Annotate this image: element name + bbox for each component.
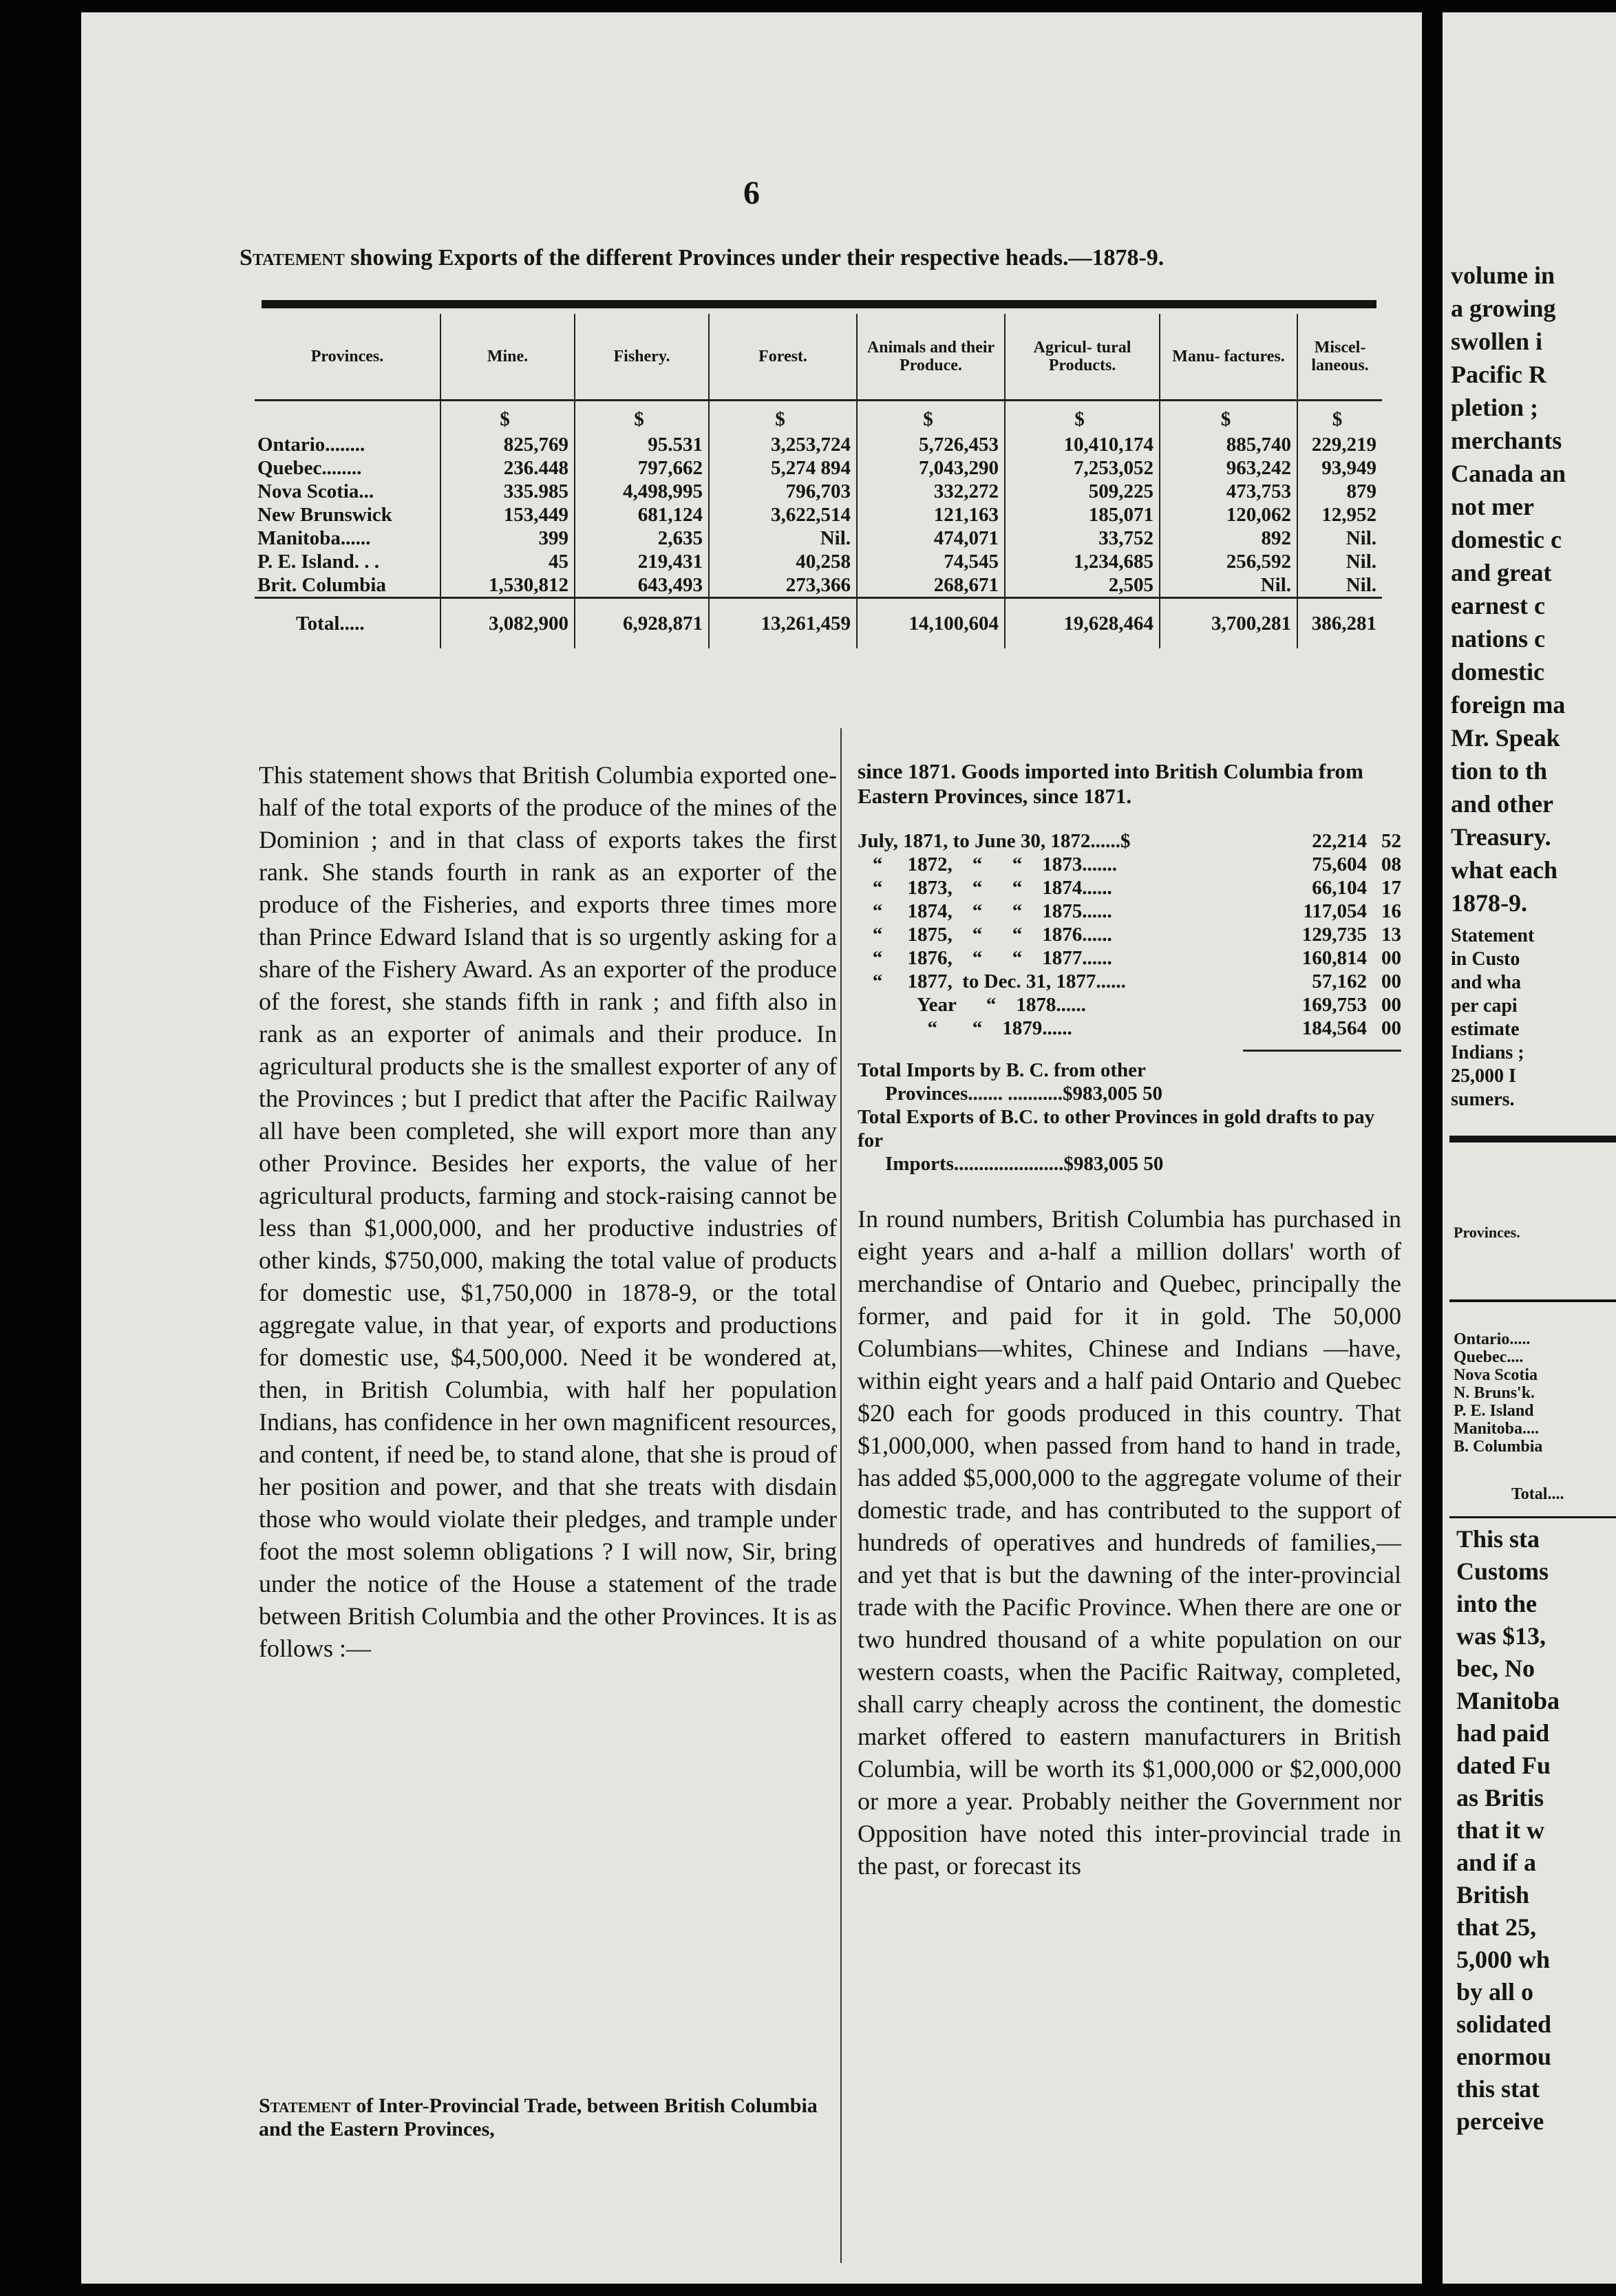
adjacent-line: 1878-9.	[1451, 889, 1527, 917]
table-cell: 885,740	[1160, 433, 1297, 456]
adjacent-line: had paid	[1456, 1719, 1550, 1747]
adjacent-line: tion to th	[1451, 757, 1548, 785]
trade-amount: 22,214	[1312, 830, 1367, 852]
adjacent-line: bec, No	[1456, 1655, 1535, 1682]
adjacent-line: British	[1456, 1881, 1530, 1909]
table-cell: 879	[1297, 480, 1382, 503]
trade-period: “ 1876, “ “ 1877......	[858, 947, 1112, 969]
adjacent-line: and other	[1451, 790, 1554, 818]
table-cell: New Brunswick	[257, 504, 392, 526]
table-cell: 229,219	[1297, 433, 1382, 456]
adjacent-page	[1443, 12, 1616, 2284]
table-cell: 332,272	[857, 480, 1005, 503]
adjacent-statement-line: 25,000 I	[1451, 1065, 1516, 1087]
trade-period: “ 1875, “ “ 1876......	[858, 924, 1112, 946]
table-cell: Nil.	[1297, 573, 1382, 598]
adjacent-line: nations c	[1451, 625, 1546, 652]
total-cell: 14,100,604	[857, 598, 1005, 649]
total-cell: 3,700,281	[1160, 598, 1297, 649]
table-cell: Nil.	[1297, 527, 1382, 550]
page-sheet	[81, 12, 1422, 2284]
currency-row	[255, 401, 1382, 434]
table-cell: Nova Scotia...	[257, 480, 374, 502]
column-header: Fishery.	[575, 314, 709, 401]
adjacent-line: as Britis	[1456, 1784, 1544, 1811]
column-header: Manu- factures.	[1160, 314, 1297, 401]
table-row	[255, 433, 1382, 456]
adjacent-line: a growing	[1451, 295, 1556, 322]
column-header: Forest.	[709, 314, 857, 401]
table-cell: 1,234,685	[1005, 550, 1160, 573]
exports-table	[255, 314, 1382, 648]
adjacent-line: Treasury.	[1451, 823, 1551, 851]
total-cell: 3,082,900	[440, 598, 575, 649]
adjacent-statement-line: Statement	[1451, 925, 1535, 946]
adjacent-line: earnest c	[1451, 592, 1545, 619]
currency-cell: $	[1297, 401, 1382, 434]
adjacent-line: 5,000 wh	[1456, 1946, 1551, 1973]
table-cell: 153,449	[440, 503, 575, 527]
adjacent-line: domestic	[1451, 658, 1544, 685]
table-cell: 40,258	[709, 550, 857, 573]
adjacent-line: perceive	[1456, 2107, 1544, 2135]
trade-cents: 52	[1381, 830, 1401, 852]
trade-amount: 129,735	[1301, 924, 1367, 946]
adjacent-province: Manitoba....	[1454, 1420, 1540, 1438]
adjacent-statement-line: estimate	[1451, 1019, 1520, 1040]
table-cell: Ontario........	[257, 434, 365, 456]
adjacent-line: and if a	[1456, 1849, 1537, 1876]
adjacent-province: Nova Scotia	[1454, 1366, 1538, 1384]
column-header: Animals and their Produce.	[857, 314, 1005, 401]
adjacent-header-rule	[1449, 1299, 1616, 1302]
total-cell: 19,628,464	[1005, 598, 1160, 649]
table-cell: 273,366	[709, 573, 857, 598]
right-column	[858, 759, 1401, 1882]
table-cell: Manitoba......	[257, 527, 371, 549]
table-cell: 12,952	[1297, 503, 1382, 527]
adjacent-line: dated Fu	[1456, 1752, 1551, 1779]
adjacent-table-rule	[1449, 1136, 1616, 1142]
page-number: 6	[743, 175, 760, 211]
currency-cell: $	[857, 401, 1005, 434]
table-cell: 892	[1160, 527, 1297, 550]
table-cell: 681,124	[575, 503, 709, 527]
trade-amount: 75,604	[1312, 853, 1367, 875]
right-paragraph: In round numbers, British Columbia has purchased in eight years and a-half a million dollars' worth of merchandise of Ontario and Quebec, principally the former, and paid for it in gold. The 50,000 Columbians—whites, Chinese and Indians —have, within eight years and a half paid Ontario and Quebec $20 each for goods produced in this country. That $1,000,000, when passed from hand to hand in trade, has added $5,000,000 to the aggregate volume of their domestic trade, and has contributed to the support of hundreds of operatives and hundreds of families,—and yet that is but the dawning of the inter-provincial trade with the Pacific Province. When there are one or two hundred thousand of a white population on our western coasts, when the Pacific Raitway, completed, shall carry cheaply across the continent, the domestic market offered to eastern manufacturers in British Columbia, will be worth its $1,000,000 or $2,000,000 or more a year. Probably neither the Government nor Opposition have noted this inter-provincial trade in the past, or forecast its	[858, 1205, 1401, 1880]
total-row	[255, 598, 1382, 649]
table-cell: Quebec........	[257, 457, 362, 479]
currency-cell: $	[1160, 401, 1297, 434]
adjacent-province: B. Columbia	[1454, 1438, 1543, 1456]
table-cell: 45	[440, 550, 575, 573]
adjacent-line: what each	[1451, 856, 1557, 884]
adjacent-statement-line: and wha	[1451, 972, 1521, 993]
table-cell: 7,043,290	[857, 456, 1005, 480]
adjacent-line: this stat	[1456, 2075, 1540, 2103]
adjacent-line: by all o	[1456, 1978, 1534, 2006]
table-cell: 185,071	[1005, 503, 1160, 527]
currency-cell: $	[440, 401, 575, 434]
column-header: Mine.	[440, 314, 575, 401]
adjacent-statement-line: Indians ;	[1451, 1042, 1524, 1063]
table-cell: Nil.	[1160, 573, 1297, 598]
trade-statement-caption	[259, 2094, 837, 2141]
adjacent-statement-line: sumers.	[1451, 1089, 1515, 1110]
trade-period: “ 1872, “ “ 1873.......	[858, 853, 1117, 875]
trade-row	[858, 853, 1401, 876]
column-divider	[840, 728, 842, 2263]
adjacent-line: Mr. Speak	[1451, 724, 1560, 752]
adjacent-statement	[1451, 924, 1616, 1112]
table-cell: 121,163	[857, 503, 1005, 527]
adjacent-province: P. E. Island	[1454, 1402, 1534, 1420]
adjacent-line: Customs	[1456, 1558, 1549, 1585]
total-exports-value: Imports......................$983,005 50	[885, 1153, 1164, 1175]
table-cell: 236.448	[440, 456, 575, 480]
table-cell: 3,253,724	[709, 433, 857, 456]
table-cell: Nil.	[1297, 550, 1382, 573]
table-row	[255, 527, 1382, 550]
trade-period: “ 1873, “ “ 1874......	[858, 877, 1112, 899]
trade-amount: 169,753	[1301, 994, 1367, 1016]
trade-row	[858, 970, 1401, 993]
table-cell: P. E. Island. . .	[257, 551, 380, 573]
table-cell: 1,530,812	[440, 573, 575, 598]
table-cell: 2,505	[1005, 573, 1160, 598]
column-header: Miscel- laneous.	[1297, 314, 1382, 401]
trade-statement-rest: of Inter-Provincial Trade, between British Columbia and the Eastern Provinces,	[259, 2094, 818, 2140]
trade-cents: 16	[1381, 900, 1401, 922]
total-exports-label: Total Exports of B.C. to other Provinces in gold drafts to pay for	[858, 1106, 1375, 1151]
total-cell: 386,281	[1297, 598, 1382, 649]
trade-cents: 08	[1381, 853, 1401, 875]
table-row	[255, 573, 1382, 598]
adjacent-total-label: Total....	[1511, 1485, 1564, 1503]
trade-period: Year “ 1878......	[858, 994, 1086, 1016]
adjacent-line: solidated	[1456, 2010, 1552, 2038]
adjacent-line: merchants	[1451, 427, 1562, 454]
currency-cell: $	[709, 401, 857, 434]
trade-statement-lead: Statement	[259, 2094, 351, 2117]
trade-period: July, 1871, to June 30, 1872......$	[858, 830, 1131, 852]
table-cell: 796,703	[709, 480, 857, 503]
total-cell: Total.....	[255, 598, 440, 649]
trade-amount: 57,162	[1312, 970, 1367, 992]
trade-amount: 184,564	[1301, 1017, 1367, 1039]
table-cell: 473,753	[1160, 480, 1297, 503]
adjacent-line: This sta	[1456, 1525, 1540, 1553]
adjacent-province: Quebec....	[1454, 1348, 1524, 1366]
total-cell: 13,261,459	[709, 598, 857, 649]
currency-cell: $	[575, 401, 709, 434]
trade-row	[858, 993, 1401, 1017]
adjacent-line: Canada an	[1451, 460, 1566, 487]
table-cell: 509,225	[1005, 480, 1160, 503]
table-cell: 219,431	[575, 550, 709, 573]
table-row	[255, 456, 1382, 480]
table-cell: 963,242	[1160, 456, 1297, 480]
currency-cell	[255, 401, 440, 434]
table-cell: 825,769	[440, 433, 575, 456]
table-top-rule	[262, 300, 1376, 308]
adjacent-province: Ontario.....	[1454, 1330, 1531, 1348]
trade-row	[858, 900, 1401, 923]
adjacent-line: enormou	[1456, 2043, 1551, 2070]
total-imports-value: Provinces....... ...........$983,005 50	[885, 1083, 1163, 1105]
trade-cents: 00	[1381, 1017, 1401, 1039]
trade-table	[858, 829, 1401, 1040]
table-row	[255, 550, 1382, 573]
trade-period: “ “ 1879......	[858, 1017, 1072, 1039]
table-cell: 256,592	[1160, 550, 1297, 573]
left-paragraph: This statement shows that British Columbia exported one-half of the total exports of the produce of the mines of the Dominion ; and in that class of exports takes the first rank. She stands fourth in rank as an exporter of the produce of the Fisheries, and exports three times more than Prince Edward Island that is so urgently asking for a share of the Fishery Award. As an exporter of the produce of the forest, she stands fifth in rank ; and fifth also in rank as an exporter of animals and their produce. In agricultural products she is the smallest exporter of any of the Provinces ; but I predict that after the Pacific Railway all have been completed, she will export more than any other Province. Besides her exports, the value of her agricultural products, farming and stock-raising cannot be less than $1,000,000, and her productive industries of other kinds, $750,000, making the total value of products for domestic use, $1,750,000 in 1878-9, or the total aggregate value, in that year, of exports and productions for domestic use, $4,500,000. Need it be wondered at, then, in British Columbia, with half her population Indians, has confidence in her own magnificent resources, and content, if need be, to stand alone, that she is proud of her position and power, and that she treats with disdain those who would violate their pledges, and trample under foot the most solemn obligations ? I will now, Sir, bring under the notice of the House a statement of the trade between British Columbia and the other Provinces. It is as follows :—	[259, 761, 837, 1662]
trade-row	[858, 923, 1401, 946]
adjacent-line: foreign ma	[1451, 691, 1566, 719]
exports-caption	[240, 245, 1422, 271]
adjacent-line: was $13,	[1456, 1622, 1546, 1650]
table-cell: 3,622,514	[709, 503, 857, 527]
trade-cents: 00	[1381, 947, 1401, 969]
table-header-row	[255, 314, 1382, 401]
adjacent-statement-line: per capi	[1451, 995, 1518, 1017]
table-cell: 268,671	[857, 573, 1005, 598]
adjacent-line: and great	[1451, 559, 1552, 586]
table-cell: 74,545	[857, 550, 1005, 573]
trade-period: “ 1874, “ “ 1875......	[858, 900, 1112, 922]
trade-row	[858, 946, 1401, 970]
caption-lead: Statement	[240, 245, 345, 270]
adjacent-line: that 25,	[1456, 1913, 1536, 1941]
trade-cents: 13	[1381, 924, 1401, 946]
table-cell: 10,410,174	[1005, 433, 1160, 456]
column-header: Agricul- tural Products.	[1005, 314, 1160, 401]
trade-amount: 117,054	[1303, 900, 1367, 922]
trade-cents: 00	[1381, 994, 1401, 1016]
trade-row	[858, 876, 1401, 900]
table-cell: Nil.	[709, 527, 857, 550]
adjacent-line: Pacific R	[1451, 361, 1546, 388]
adjacent-statement-line: in Custo	[1451, 948, 1520, 970]
adjacent-text-top	[1451, 259, 1616, 920]
adjacent-line: pletion ;	[1451, 394, 1539, 421]
adjacent-line: Manitoba	[1456, 1687, 1560, 1714]
table-cell: 399	[440, 527, 575, 550]
table-row	[255, 503, 1382, 527]
table-cell: 33,752	[1005, 527, 1160, 550]
adjacent-line: swollen i	[1451, 328, 1543, 355]
adjacent-line: volume in	[1451, 262, 1555, 289]
trade-row	[858, 1017, 1401, 1040]
trade-amount: 160,814	[1301, 947, 1367, 969]
adjacent-province: N. Bruns'k.	[1454, 1384, 1535, 1402]
adjacent-line: that it w	[1456, 1816, 1544, 1844]
trade-total-rule	[1243, 1050, 1401, 1052]
trade-cents: 00	[1381, 970, 1401, 992]
adjacent-provinces	[1454, 1330, 1542, 1456]
trade-period: “ 1877, to Dec. 31, 1877......	[858, 970, 1126, 992]
adjacent-line: into the	[1456, 1590, 1537, 1617]
trade-row	[858, 829, 1401, 853]
caption-rest: showing Exports of the different Provinces under their respective heads.—1878-9.	[344, 245, 1165, 270]
table-cell: 4,498,995	[575, 480, 709, 503]
adjacent-text-bottom	[1456, 1523, 1616, 2138]
table-cell: 95.531	[575, 433, 709, 456]
table-cell: 120,062	[1160, 503, 1297, 527]
table-cell: 474,071	[857, 527, 1005, 550]
table-cell: 7,253,052	[1005, 456, 1160, 480]
table-cell: 2,635	[575, 527, 709, 550]
currency-cell: $	[1005, 401, 1160, 434]
table-cell: 5,274 894	[709, 456, 857, 480]
table-cell: 93,949	[1297, 456, 1382, 480]
trade-intro: since 1871. Goods imported into British Columbia from Eastern Provinces, since 1871.	[858, 759, 1363, 808]
adjacent-line: not mer	[1451, 493, 1534, 520]
adjacent-total-rule	[1449, 1516, 1616, 1518]
table-cell: 5,726,453	[857, 433, 1005, 456]
total-imports-label: Total Imports by B. C. from other	[858, 1059, 1146, 1081]
table-cell: 797,662	[575, 456, 709, 480]
total-cell: 6,928,871	[575, 598, 709, 649]
table-row	[255, 480, 1382, 503]
trade-cents: 17	[1381, 877, 1401, 899]
left-column	[259, 759, 837, 1665]
adjacent-table-header: Provinces.	[1454, 1224, 1520, 1241]
table-cell: 335.985	[440, 480, 575, 503]
table-cell: 643,493	[575, 573, 709, 598]
column-header: Provinces.	[255, 314, 440, 401]
adjacent-line: domestic c	[1451, 526, 1562, 553]
table-cell: Brit. Columbia	[257, 574, 386, 596]
trade-amount: 66,104	[1312, 877, 1367, 899]
trade-totals	[858, 1059, 1401, 1176]
